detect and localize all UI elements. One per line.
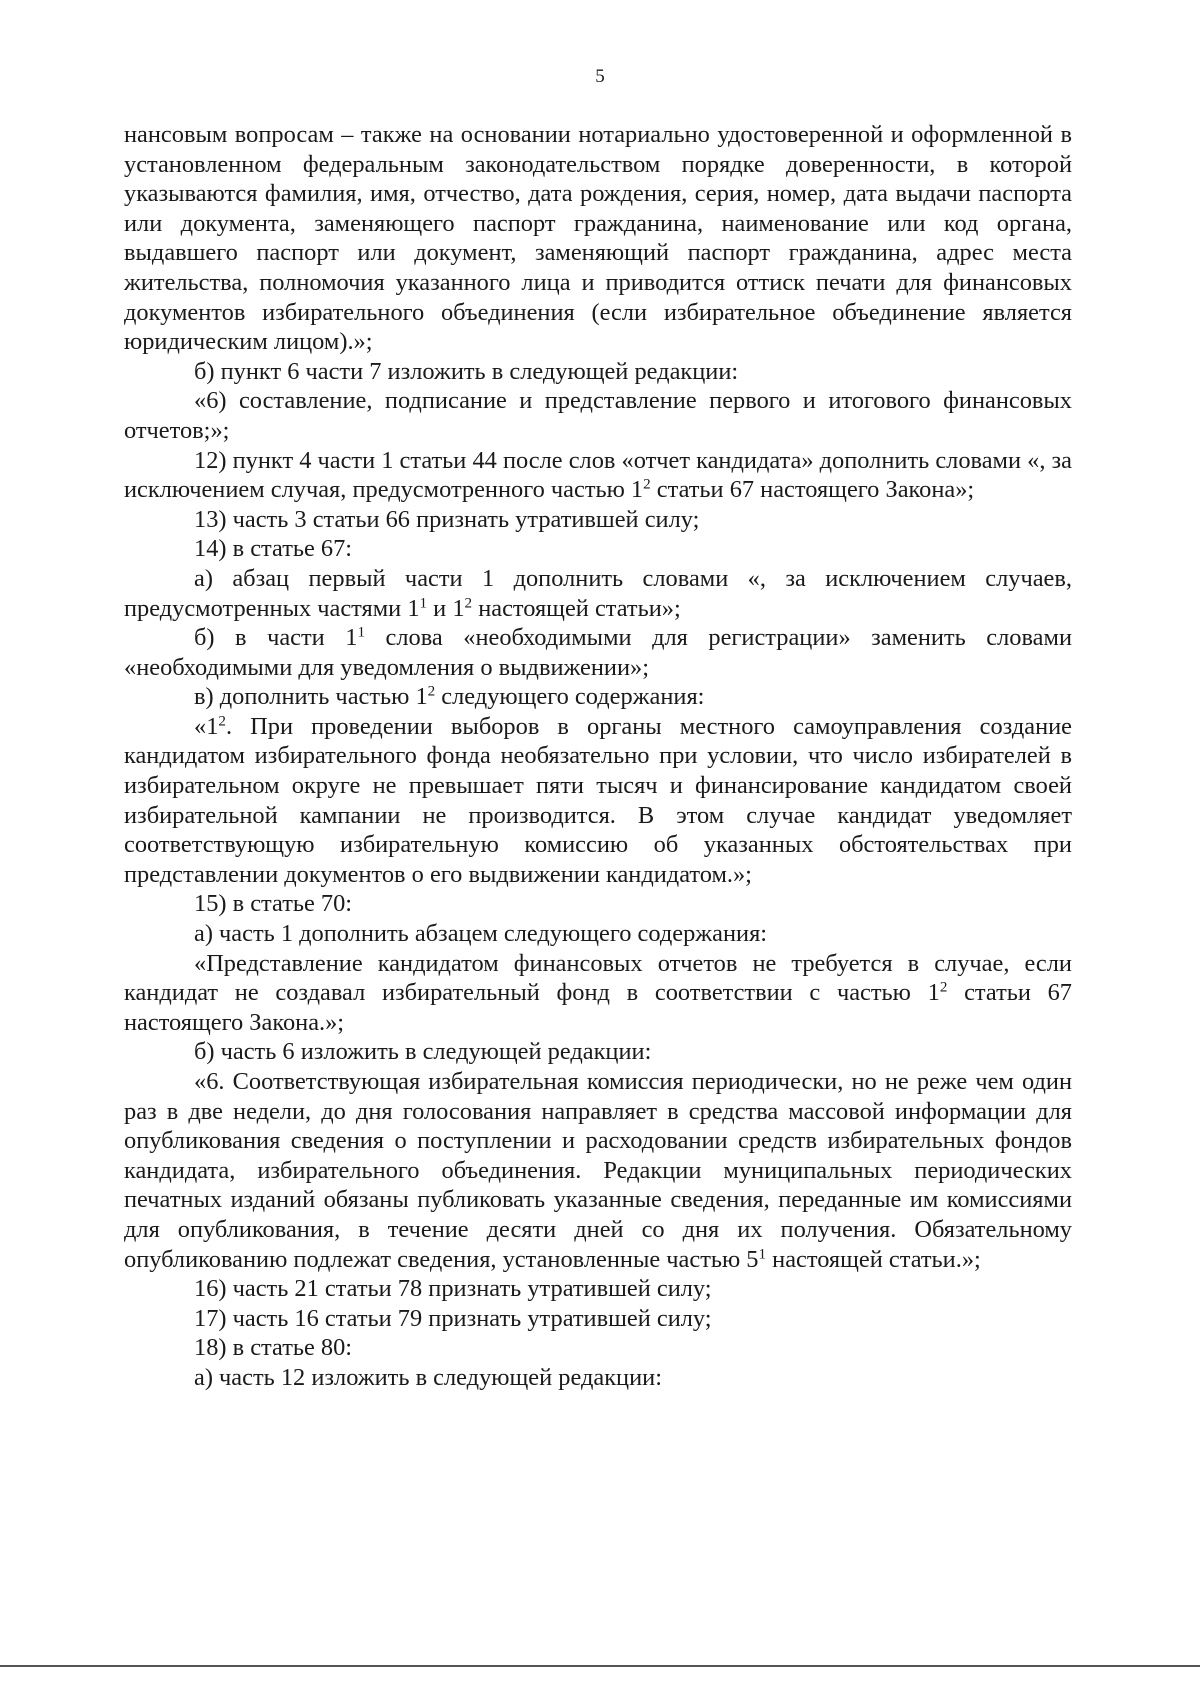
paragraph <box>124 357 1072 387</box>
paragraph <box>124 1363 1072 1393</box>
paragraph <box>124 682 1072 712</box>
superscript: 2 <box>643 476 651 493</box>
superscript: 1 <box>357 624 366 641</box>
text-run: 16) часть 21 статьи 78 признать утратившей силу; <box>194 1275 712 1303</box>
text-run: а) часть 12 изложить в следующей редакции: <box>194 1363 662 1391</box>
text-run: . При проведении выборов в органы местного самоуправления создание кандидатом избирательного фонда необязательно при условии, что число избирателей в избирательном округе не превышает пяти тысяч и финансирование кандидатом своей избирательной кампании не производится. В этом случае кандидат уведомляет соответствующую избирательную комиссию об указанных обстоятельствах при представлении документов о его выдвижении кандидатом.»; <box>124 712 1072 888</box>
text-run: а) часть 1 дополнить абзацем следующего содержания: <box>194 920 768 948</box>
text-run: б) пункт 6 части 7 изложить в следующей редакции: <box>194 357 739 385</box>
text-run: статьи 67 настоящего Закона.»; <box>124 979 1073 1036</box>
text-run: 18) в статье 80: <box>194 1334 353 1362</box>
document-body <box>124 120 1072 1393</box>
paragraph <box>124 1333 1072 1363</box>
paragraph <box>124 446 1072 505</box>
paragraph <box>124 919 1072 949</box>
bottom-edge-line <box>0 1665 1200 1667</box>
text-run: б) часть 6 изложить в следующей редакции: <box>194 1038 652 1066</box>
text-run: слова «необходимыми для регистрации» заменить словами «необходимыми для уведомления о выдвижении»; <box>124 624 1072 681</box>
text-run: нансовым вопросам – также на основании нотариально удостоверенной и оформленной в установленном федеральным законодательством порядке доверенности, в которой указываются фамилия, имя, отчество, дата рождения, серия, номер, дата выдачи паспорта или документа, заменяющего паспорт гражданина, наименование или код органа, выдавшего паспорт или документ, заменяющий паспорт гражданина, адрес места жительства, полномочия указанного лица и приводится оттиск печати для финансовых документов избирательного объединения (если избирательное объединение является юридическим лицом).»; <box>124 121 1072 356</box>
page-number: 5 <box>595 66 605 87</box>
paragraph <box>124 120 1072 357</box>
paragraph <box>124 386 1072 445</box>
paragraph <box>124 1274 1072 1304</box>
paragraph <box>124 505 1072 535</box>
text-run: б) в части 1 <box>194 624 358 652</box>
text-run: статьи 67 настоящего Закона»; <box>650 476 975 504</box>
text-run: и 1 <box>427 594 465 622</box>
text-run: «Представление кандидатом финансовых отчетов не требуется в случае, если кандидат не создавал избирательный фонд в соответствии с частью 1 <box>124 949 1072 1007</box>
superscript: 2 <box>464 595 473 612</box>
text-run: «6) составление, подписание и представление первого и итогового финансовых отчетов;»; <box>124 387 1072 444</box>
superscript: 2 <box>218 713 226 730</box>
text-run: 12) пункт 4 части 1 статьи 44 после слов «отчет кандидата» дополнить словами «, за исключением случая, предусмотренного частью 1 <box>124 446 1072 504</box>
paragraph <box>124 949 1072 1038</box>
paragraph <box>124 564 1072 623</box>
text-run: «1 <box>194 712 219 740</box>
text-run: в) дополнить частью 1 <box>194 683 428 711</box>
superscript: 1 <box>758 1246 767 1263</box>
text-run: 14) в статье 67: <box>194 535 353 563</box>
paragraph <box>124 534 1072 564</box>
paragraph <box>124 1037 1072 1067</box>
superscript: 2 <box>939 979 948 996</box>
text-run: а) абзац первый части 1 дополнить словами «, за исключением случаев, предусмотренных частями 1 <box>124 564 1072 622</box>
superscript: 2 <box>427 683 436 700</box>
paragraph <box>124 889 1072 919</box>
text-run: «6. Соответствующая избирательная комиссия периодически, но не реже чем один раз в две недели, до дня голосования направляет в средства массовой информации для опубликования сведения о поступлении и расходовании средств избирательных фондов кандидата, избирательного объединения. Редакции муниципальных периодических печатных изданий обязаны публиковать указанные сведения, переданные им комиссиями для опубликования, в течение десяти дней со дня их получения. Обязательному опубликованию подлежат сведения, установленные частью 5 <box>124 1068 1072 1273</box>
text-run: настоящей статьи»; <box>472 594 681 622</box>
text-run: 13) часть 3 статьи 66 признать утратившей силу; <box>194 505 700 533</box>
text-run: 17) часть 16 статьи 79 признать утратившей силу; <box>194 1304 712 1332</box>
text-run: 15) в статье 70: <box>194 890 353 918</box>
text-run: настоящей статьи.»; <box>766 1245 981 1273</box>
paragraph <box>124 623 1072 682</box>
superscript: 1 <box>419 595 428 612</box>
text-run: следующего содержания: <box>435 683 705 711</box>
paragraph <box>124 1304 1072 1334</box>
paragraph <box>124 712 1072 890</box>
paragraph <box>124 1067 1072 1274</box>
